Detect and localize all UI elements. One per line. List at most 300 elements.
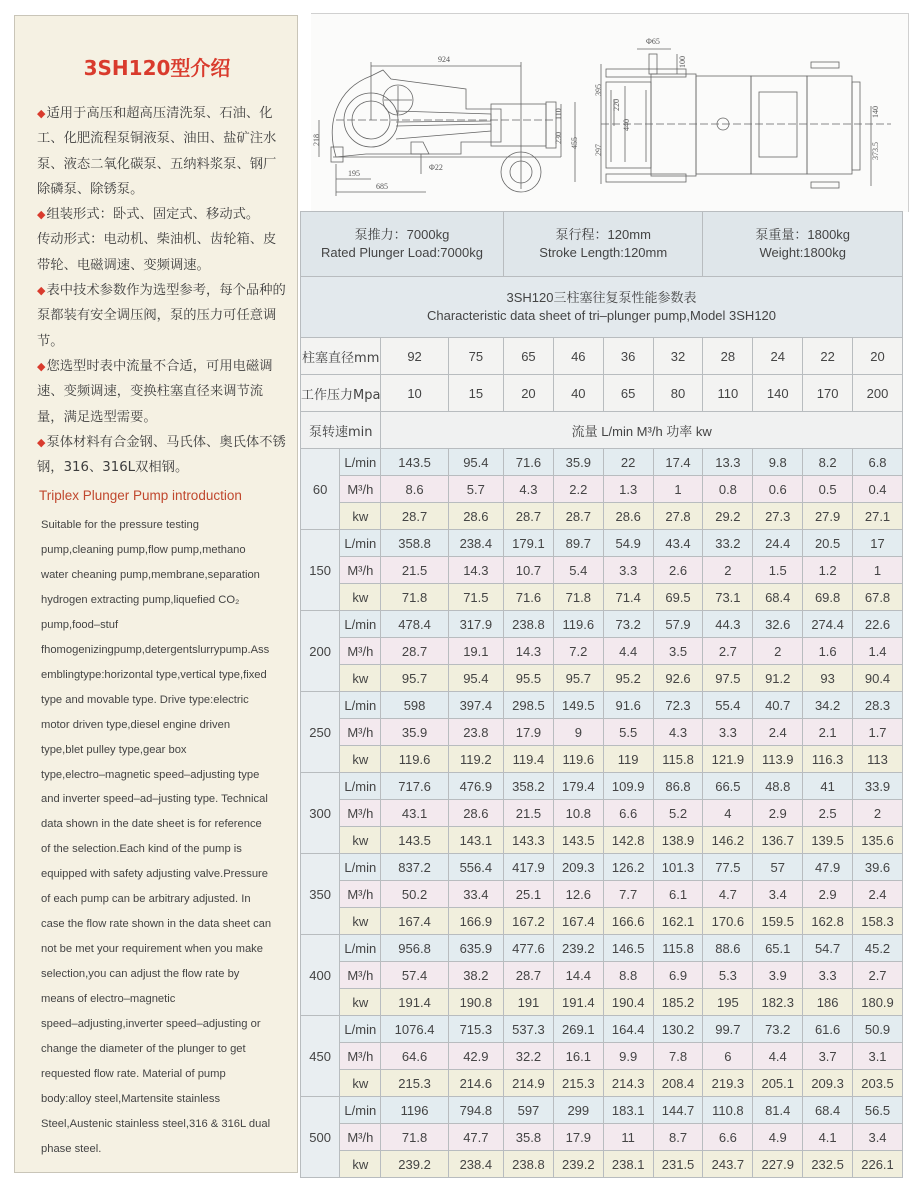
intro-en-line: speed–adjusting,inverter speed–adjusting or xyxy=(41,1018,261,1031)
unit-cell: kw xyxy=(340,1070,381,1097)
value-cell: 29.2 xyxy=(703,503,753,530)
value-cell: 11 xyxy=(603,1124,653,1151)
value-cell: 8.7 xyxy=(653,1124,703,1151)
value-cell: 68.4 xyxy=(753,584,803,611)
intro-en-line: pump,food–stuf xyxy=(41,618,119,631)
value-cell: 57.4 xyxy=(381,962,448,989)
value-cell: 92.6 xyxy=(653,665,703,692)
value-cell: 71.4 xyxy=(603,584,653,611)
value-cell: 47.7 xyxy=(448,1124,503,1151)
value-cell: 715.3 xyxy=(448,1016,503,1043)
value-cell: 5.2 xyxy=(653,800,703,827)
table-row-kw xyxy=(301,665,903,692)
intro-en-line: type and movable type. Drive type:electric xyxy=(41,693,249,706)
value-cell: 1 xyxy=(653,476,703,503)
table-row-lmin xyxy=(301,692,903,719)
diameter-cell: 20 xyxy=(853,338,903,375)
value-cell: 1 xyxy=(853,557,903,584)
table-row-m3h xyxy=(301,1124,903,1151)
value-cell: 191.4 xyxy=(381,989,448,1016)
unit-cell: kw xyxy=(340,989,381,1016)
value-cell: 56.5 xyxy=(853,1097,903,1124)
value-cell: 2.5 xyxy=(803,800,853,827)
intro-en-line: data shown in the date sheet is for reference xyxy=(41,818,262,831)
intro-en-line: type,electro–magnetic speed–adjusting type xyxy=(41,768,260,781)
value-cell: 27.9 xyxy=(803,503,853,530)
value-cell: 54.9 xyxy=(603,530,653,557)
intro-en-line: motor driven type,diesel engine driven xyxy=(41,718,231,731)
unit-cell: M³/h xyxy=(340,962,381,989)
value-cell: 794.8 xyxy=(448,1097,503,1124)
value-cell: 9 xyxy=(553,719,603,746)
intro-en-line: phase steel. xyxy=(41,1142,102,1155)
intro-en-line: of the selection.Each kind of the pump is xyxy=(41,843,242,856)
value-cell: 162.8 xyxy=(803,908,853,935)
value-cell: 477.6 xyxy=(504,935,554,962)
value-cell: 43.4 xyxy=(653,530,703,557)
value-cell: 2.1 xyxy=(803,719,853,746)
value-cell: 0.8 xyxy=(703,476,753,503)
value-cell: 226.1 xyxy=(853,1151,903,1178)
diamond-bullet-icon: ◆ xyxy=(37,435,46,449)
value-cell: 158.3 xyxy=(853,908,903,935)
value-cell: 215.3 xyxy=(381,1070,448,1097)
value-cell: 144.7 xyxy=(653,1097,703,1124)
value-cell: 597 xyxy=(504,1097,554,1124)
table-row-kw xyxy=(301,746,903,773)
value-cell: 2 xyxy=(853,800,903,827)
value-cell: 116.3 xyxy=(803,746,853,773)
value-cell: 28.3 xyxy=(853,692,903,719)
unit-cell: M³/h xyxy=(340,476,381,503)
pump-drawing-svg xyxy=(311,14,908,212)
intro-cn-paragraph xyxy=(37,354,289,430)
intro-en-line: Steel,Austenic stainless steel,316 & 316L dual xyxy=(41,1117,271,1130)
diamond-bullet-icon: ◆ xyxy=(37,107,46,120)
diamond-bullet-icon: ◆ xyxy=(37,359,46,373)
value-cell: 32.2 xyxy=(504,1043,554,1070)
value-cell: 73.2 xyxy=(603,611,653,638)
speed-cell: 150 xyxy=(301,530,340,611)
value-cell: 167.4 xyxy=(553,908,603,935)
value-cell: 209.3 xyxy=(803,1070,853,1097)
value-cell: 135.6 xyxy=(853,827,903,854)
value-cell: 27.8 xyxy=(653,503,703,530)
unit-cell: kw xyxy=(340,584,381,611)
value-cell: 21.5 xyxy=(504,800,554,827)
value-cell: 159.5 xyxy=(753,908,803,935)
dim-297: 297 xyxy=(594,144,603,156)
intro-en-line: means of electro–magnetic xyxy=(41,993,176,1006)
value-cell: 5.5 xyxy=(603,719,653,746)
value-cell: 1.2 xyxy=(803,557,853,584)
value-cell: 42.9 xyxy=(448,1043,503,1070)
value-cell: 7.7 xyxy=(603,881,653,908)
value-cell: 3.4 xyxy=(853,1124,903,1151)
spec-summary-row xyxy=(301,212,903,277)
unit-cell: L/min xyxy=(340,530,381,557)
value-cell: 2.9 xyxy=(753,800,803,827)
unit-cell: kw xyxy=(340,908,381,935)
value-cell: 191 xyxy=(504,989,554,1016)
intro-en-line: case the flow rate shown in the data sheet can xyxy=(41,918,272,931)
dim-685: 685 xyxy=(376,182,388,191)
value-cell: 170.6 xyxy=(703,908,753,935)
value-cell: 238.1 xyxy=(603,1151,653,1178)
value-cell: 14.3 xyxy=(448,557,503,584)
speed-cell: 450 xyxy=(301,1016,340,1097)
value-cell: 231.5 xyxy=(653,1151,703,1178)
value-cell: 956.8 xyxy=(381,935,448,962)
value-cell: 191.4 xyxy=(553,989,603,1016)
spec-en: Stroke Length:120mm xyxy=(539,245,668,260)
value-cell: 113.9 xyxy=(753,746,803,773)
value-cell: 69.5 xyxy=(653,584,703,611)
value-cell: 17.9 xyxy=(553,1124,603,1151)
value-cell: 89.7 xyxy=(553,530,603,557)
value-cell: 119 xyxy=(603,746,653,773)
value-cell: 50.2 xyxy=(381,881,448,908)
value-cell: 143.5 xyxy=(553,827,603,854)
speed-cell: 250 xyxy=(301,692,340,773)
speed-cell: 400 xyxy=(301,935,340,1016)
unit-cell: L/min xyxy=(340,692,381,719)
top-view-drawing xyxy=(601,49,891,188)
dim-455: 455 xyxy=(570,137,579,149)
intro-en-line: water cheaning pump,membrane,separation xyxy=(41,568,260,581)
unit-cell: kw xyxy=(340,746,381,773)
value-cell: 4.7 xyxy=(703,881,753,908)
value-cell: 2.7 xyxy=(853,962,903,989)
table-row-m3h xyxy=(301,476,903,503)
value-cell: 21.5 xyxy=(381,557,448,584)
value-cell: 179.4 xyxy=(553,773,603,800)
value-cell: 39.6 xyxy=(853,854,903,881)
value-cell: 139.5 xyxy=(803,827,853,854)
diamond-bullet-icon: ◆ xyxy=(37,208,46,222)
intro-en-line: of each pump can be arbitrary adjusted. In xyxy=(41,893,251,906)
value-cell: 91.2 xyxy=(753,665,803,692)
value-cell: 90.4 xyxy=(853,665,903,692)
value-cell: 556.4 xyxy=(448,854,503,881)
table-row-lmin xyxy=(301,935,903,962)
table-row-lmin xyxy=(301,1016,903,1043)
value-cell: 4.3 xyxy=(653,719,703,746)
unit-cell: L/min xyxy=(340,773,381,800)
diameter-row xyxy=(301,338,903,375)
value-cell: 33.2 xyxy=(703,530,753,557)
value-cell: 2.4 xyxy=(853,881,903,908)
value-cell: 95.4 xyxy=(448,665,503,692)
intro-cn-paragraph xyxy=(37,227,289,278)
value-cell: 149.5 xyxy=(553,692,603,719)
table-row-lmin xyxy=(301,530,903,557)
value-cell: 10.8 xyxy=(553,800,603,827)
table-row-kw xyxy=(301,827,903,854)
value-cell: 8.8 xyxy=(603,962,653,989)
value-cell: 203.5 xyxy=(853,1070,903,1097)
value-cell: 57 xyxy=(753,854,803,881)
diameter-cell: 22 xyxy=(803,338,853,375)
value-cell: 397.4 xyxy=(448,692,503,719)
intro-title-cn: 3SH120型介绍 xyxy=(83,56,231,80)
speed-cell: 350 xyxy=(301,854,340,935)
value-cell: 143.5 xyxy=(381,827,448,854)
value-cell: 35.9 xyxy=(381,719,448,746)
unit-cell: M³/h xyxy=(340,1124,381,1151)
diameter-cell: 92 xyxy=(381,338,448,375)
pressure-cell: 40 xyxy=(553,375,603,412)
value-cell: 6.6 xyxy=(603,800,653,827)
intro-en-line: emblingtype:horizontal type,vertical type,fixed xyxy=(41,668,267,681)
unit-cell: M³/h xyxy=(340,1043,381,1070)
value-cell: 28.7 xyxy=(504,962,554,989)
value-cell: 95.5 xyxy=(504,665,554,692)
value-cell: 115.8 xyxy=(653,935,703,962)
value-cell: 1.3 xyxy=(603,476,653,503)
value-cell: 35.8 xyxy=(504,1124,554,1151)
value-cell: 167.2 xyxy=(504,908,554,935)
value-cell: 69.8 xyxy=(803,584,853,611)
value-cell: 215.3 xyxy=(553,1070,603,1097)
intro-en-line: body:alloy steel,Martensite stainless xyxy=(41,1092,221,1105)
pressure-cell: 65 xyxy=(603,375,653,412)
value-cell: 88.6 xyxy=(703,935,753,962)
value-cell: 86.8 xyxy=(653,773,703,800)
value-cell: 358.2 xyxy=(504,773,554,800)
value-cell: 43.1 xyxy=(381,800,448,827)
unit-cell: kw xyxy=(340,503,381,530)
value-cell: 4.1 xyxy=(803,1124,853,1151)
value-cell: 95.2 xyxy=(603,665,653,692)
value-cell: 537.3 xyxy=(504,1016,554,1043)
spec-cell xyxy=(504,212,703,277)
value-cell: 274.4 xyxy=(803,611,853,638)
table-row-lmin xyxy=(301,611,903,638)
unit-cell: L/min xyxy=(340,449,381,476)
intro-en-line: selection,you can adjust the flow rate by xyxy=(41,968,240,981)
value-cell: 71.6 xyxy=(504,584,554,611)
table-row-kw xyxy=(301,1070,903,1097)
value-cell: 1076.4 xyxy=(381,1016,448,1043)
intro-cn-text: 组装形式：卧式、固定式、移动式。 xyxy=(46,207,260,223)
value-cell: 27.1 xyxy=(853,503,903,530)
value-cell: 119.6 xyxy=(553,611,603,638)
spec-en: Weight:1800kg xyxy=(759,245,846,260)
value-cell: 126.2 xyxy=(603,854,653,881)
unit-cell: M³/h xyxy=(340,881,381,908)
spec-en: Rated Plunger Load:7000kg xyxy=(321,245,483,260)
value-cell: 33.9 xyxy=(853,773,903,800)
value-cell: 71.6 xyxy=(504,449,554,476)
pressure-cell: 20 xyxy=(504,375,554,412)
value-cell: 38.2 xyxy=(448,962,503,989)
value-cell: 209.3 xyxy=(553,854,603,881)
table-row-kw xyxy=(301,503,903,530)
table-title-cn: 3SH120三柱塞往复泵性能参数表 xyxy=(506,290,697,305)
dim-phi65: Φ65 xyxy=(646,37,660,46)
value-cell: 14.3 xyxy=(504,638,554,665)
intro-en-line: requested flow rate. Material of pump xyxy=(41,1067,226,1080)
value-cell: 28.6 xyxy=(448,800,503,827)
value-cell: 243.7 xyxy=(703,1151,753,1178)
value-cell: 142.8 xyxy=(603,827,653,854)
pressure-row xyxy=(301,375,903,412)
intro-panel xyxy=(14,15,298,1173)
value-cell: 214.6 xyxy=(448,1070,503,1097)
dim-100: 100 xyxy=(678,56,687,68)
value-cell: 3.1 xyxy=(853,1043,903,1070)
value-cell: 23.8 xyxy=(448,719,503,746)
value-cell: 28.6 xyxy=(448,503,503,530)
value-cell: 179.1 xyxy=(504,530,554,557)
value-cell: 20.5 xyxy=(803,530,853,557)
intro-cn-text: 表中技术参数作为选型参考，每个品种的泵都装有安全调压阀，泵的压力可任意调节。 xyxy=(37,283,286,349)
value-cell: 3.3 xyxy=(603,557,653,584)
value-cell: 6.8 xyxy=(853,449,903,476)
value-cell: 0.4 xyxy=(853,476,903,503)
value-cell: 146.2 xyxy=(703,827,753,854)
table-row-kw xyxy=(301,584,903,611)
value-cell: 28.7 xyxy=(381,503,448,530)
intro-en-line: and inverter speed–ad–justing type. Technical xyxy=(41,793,268,806)
value-cell: 47.9 xyxy=(803,854,853,881)
value-cell: 6.9 xyxy=(653,962,703,989)
value-cell: 167.4 xyxy=(381,908,448,935)
value-cell: 1.4 xyxy=(853,638,903,665)
diameter-cell: 24 xyxy=(753,338,803,375)
value-cell: 136.7 xyxy=(753,827,803,854)
value-cell: 138.9 xyxy=(653,827,703,854)
spec-cn: 泵推力：7000kg xyxy=(354,227,450,242)
value-cell: 81.4 xyxy=(753,1097,803,1124)
value-cell: 3.3 xyxy=(703,719,753,746)
value-cell: 3.9 xyxy=(753,962,803,989)
intro-en-line: pump,cleaning pump,flow pump,methano xyxy=(41,543,246,556)
value-cell: 5.4 xyxy=(553,557,603,584)
intro-en-line: Suitable for the pressure testing xyxy=(41,519,199,531)
value-cell: 93 xyxy=(803,665,853,692)
value-cell: 0.5 xyxy=(803,476,853,503)
value-cell: 195 xyxy=(703,989,753,1016)
value-cell: 143.5 xyxy=(381,449,448,476)
table-row-m3h xyxy=(301,962,903,989)
value-cell: 68.4 xyxy=(803,1097,853,1124)
value-cell: 28.7 xyxy=(381,638,448,665)
value-cell: 4 xyxy=(703,800,753,827)
value-cell: 4.4 xyxy=(603,638,653,665)
value-cell: 44.3 xyxy=(703,611,753,638)
table-row-m3h xyxy=(301,1043,903,1070)
value-cell: 186 xyxy=(803,989,853,1016)
dim-218: 218 xyxy=(312,134,321,146)
value-cell: 119.2 xyxy=(448,746,503,773)
value-cell: 239.2 xyxy=(553,1151,603,1178)
unit-cell: kw xyxy=(340,1151,381,1178)
value-cell: 146.5 xyxy=(603,935,653,962)
value-cell: 19.1 xyxy=(448,638,503,665)
pressure-cell: 170 xyxy=(803,375,853,412)
value-cell: 13.3 xyxy=(703,449,753,476)
pump-dimension-drawing xyxy=(311,13,909,212)
pressure-cell: 15 xyxy=(448,375,503,412)
value-cell: 48.8 xyxy=(753,773,803,800)
speed-cell: 200 xyxy=(301,611,340,692)
value-cell: 478.4 xyxy=(381,611,448,638)
intro-cn-paragraph xyxy=(37,278,289,354)
value-cell: 17.9 xyxy=(504,719,554,746)
value-cell: 119.6 xyxy=(553,746,603,773)
value-cell: 27.3 xyxy=(753,503,803,530)
diameter-cell: 36 xyxy=(603,338,653,375)
intro-text-cn xyxy=(37,101,289,480)
value-cell: 1196 xyxy=(381,1097,448,1124)
value-cell: 22 xyxy=(603,449,653,476)
intro-en-line: equipped with safety adjusting valve.Pressure xyxy=(41,868,268,881)
unit-cell: M³/h xyxy=(340,800,381,827)
dim-140: 140 xyxy=(871,106,880,118)
value-cell: 190.8 xyxy=(448,989,503,1016)
table-row-m3h xyxy=(301,638,903,665)
value-cell: 119.4 xyxy=(504,746,554,773)
value-cell: 185.2 xyxy=(653,989,703,1016)
unit-cell: L/min xyxy=(340,854,381,881)
value-cell: 269.1 xyxy=(553,1016,603,1043)
unit-cell: kw xyxy=(340,827,381,854)
value-cell: 71.5 xyxy=(448,584,503,611)
value-cell: 190.4 xyxy=(603,989,653,1016)
table-row-lmin xyxy=(301,854,903,881)
value-cell: 219.3 xyxy=(703,1070,753,1097)
value-cell: 33.4 xyxy=(448,881,503,908)
table-title xyxy=(301,277,903,338)
value-cell: 1.7 xyxy=(853,719,903,746)
value-cell: 34.2 xyxy=(803,692,853,719)
value-cell: 8.2 xyxy=(803,449,853,476)
pressure-cell: 80 xyxy=(653,375,703,412)
value-cell: 3.4 xyxy=(753,881,803,908)
value-cell: 417.9 xyxy=(504,854,554,881)
value-cell: 238.8 xyxy=(504,1151,554,1178)
value-cell: 95.7 xyxy=(381,665,448,692)
value-cell: 73.1 xyxy=(703,584,753,611)
value-cell: 4.9 xyxy=(753,1124,803,1151)
diameter-label: 柱塞直径mm xyxy=(301,338,381,375)
value-cell: 50.9 xyxy=(853,1016,903,1043)
intro-cn-paragraph xyxy=(37,202,289,227)
table-row-lmin xyxy=(301,449,903,476)
intro-cn-paragraph xyxy=(37,101,289,202)
value-cell: 45.2 xyxy=(853,935,903,962)
value-cell: 16.1 xyxy=(553,1043,603,1070)
table-row-m3h xyxy=(301,881,903,908)
value-cell: 2.2 xyxy=(553,476,603,503)
value-cell: 162.1 xyxy=(653,908,703,935)
diameter-cell: 46 xyxy=(553,338,603,375)
diameter-cell: 75 xyxy=(448,338,503,375)
value-cell: 205.1 xyxy=(753,1070,803,1097)
pressure-cell: 10 xyxy=(381,375,448,412)
value-cell: 4.3 xyxy=(504,476,554,503)
speed-cell: 300 xyxy=(301,773,340,854)
value-cell: 57.9 xyxy=(653,611,703,638)
unit-cell: L/min xyxy=(340,1016,381,1043)
value-cell: 183.1 xyxy=(603,1097,653,1124)
value-cell: 5.7 xyxy=(448,476,503,503)
value-cell: 5.3 xyxy=(703,962,753,989)
value-cell: 71.8 xyxy=(381,1124,448,1151)
value-cell: 166.6 xyxy=(603,908,653,935)
